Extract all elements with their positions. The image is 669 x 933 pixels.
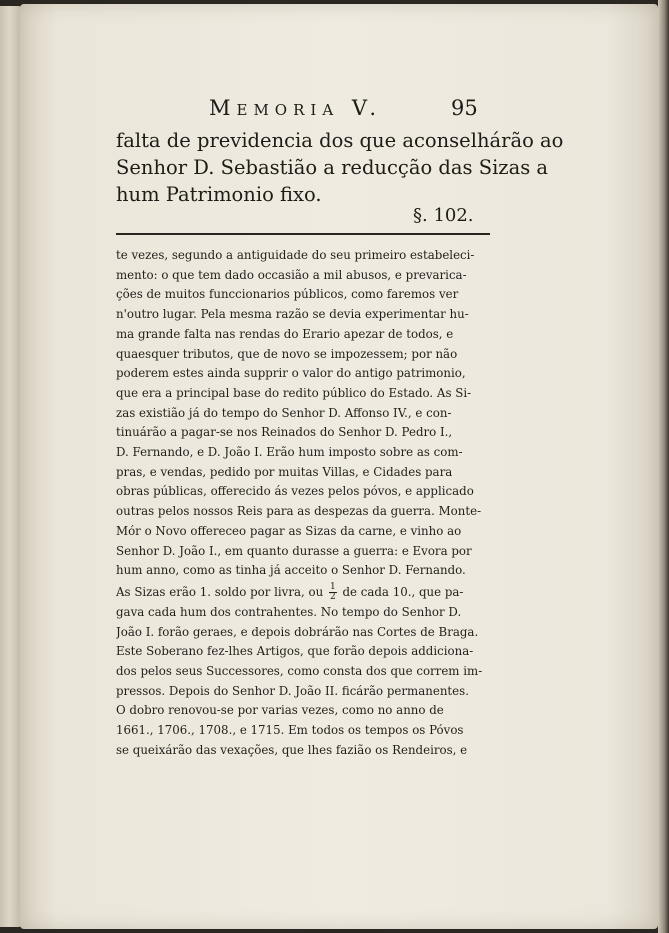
text-line: tinuárão a pagar-se nos Reinados do Senhor D. Pedro I., [116, 425, 453, 440]
page-number: 95 [451, 96, 478, 120]
fraction-line-before: As Sizas erão 1. soldo por livra, ou [116, 584, 324, 599]
lead-paragraph [116, 127, 564, 208]
text-line: se queixárão das vexações, que lhes fazião os Rendeiros, e [116, 742, 468, 757]
text-line: O dobro renovou-se por varias vezes, como no anno de [116, 703, 444, 718]
page-right-edge [658, 0, 669, 933]
footnote-rule [116, 233, 490, 235]
page-header [209, 96, 489, 126]
lead-line: Senhor D. Sebastião a reducção das Sizas a [116, 156, 549, 179]
text-line: poderem estes ainda supprir o valor do antigo patrimonio, [116, 366, 466, 381]
fraction-denominator: 2 [329, 592, 336, 603]
text-line: te vezes, segundo a antiguidade do seu primeiro estabeleci- [116, 248, 475, 262]
text-line: D. Fernando, e D. João I. Erão hum imposto sobre as com- [116, 445, 463, 460]
footnote-text [116, 246, 490, 761]
text-line: João I. forão geraes, e depois dobrárão nas Cortes de Braga. [116, 624, 479, 639]
text-line: pressos. Depois do Senhor D. João II. ficárão permanentes. [116, 683, 469, 698]
text-line: mento: o que tem dado occasião a mil abusos, e prevarica- [116, 267, 467, 282]
fraction-numerator: 1 [329, 582, 336, 593]
text-line: hum anno, como as tinha já acceito o Senhor D. Fernando. [116, 563, 466, 578]
text-line: ma grande falta nas rendas do Erario apezar de todos, e [116, 326, 454, 341]
running-title: Memoria V. [209, 96, 383, 120]
text-line: ções de muitos funccionarios públicos, como faremos ver [116, 287, 459, 302]
text-line: outras pelos nossos Reis para as despezas da guerra. Monte- [116, 504, 482, 519]
text-line: dos pelos seus Successores, como consta dos que correm im- [116, 664, 483, 679]
text-line: gava cada hum dos contrahentes. No tempo do Senhor D. [116, 604, 462, 619]
text-line: quaesquer tributos, que de novo se impozessem; por não [116, 346, 458, 361]
text-line: que era a principal base do redito público do Estado. As Si- [116, 385, 472, 400]
text-line: Este Soberano fez-lhes Artigos, que forão depois addiciona- [116, 644, 474, 659]
text-line: obras públicas, offerecido ás vezes pelos póvos, e applicado [116, 484, 474, 499]
lead-line: falta de previdencia dos que aconselhárão ao [116, 129, 564, 152]
text-line: Mór o Novo offereceo pagar as Sizas da carne, e vinho ao [116, 523, 462, 538]
fraction-text-line [116, 581, 490, 603]
section-number: §. 102. [413, 205, 474, 226]
text-line: pras, e vendas, pedido por muitas Villas, e Cidades para [116, 464, 453, 479]
text-line: zas existião já do tempo do Senhor D. Affonso IV., e con- [116, 405, 452, 420]
fraction-line-after: de cada 10., que pa- [342, 584, 464, 599]
lead-line: hum Patrimonio fixo. [116, 183, 322, 206]
text-line: n'outro lugar. Pela mesma razão se devia experimentar hu- [116, 307, 469, 322]
text-line: Senhor D. João I., em quanto durasse a guerra: e Evora por [116, 543, 472, 558]
text-line: 1661., 1706., 1708., e 1715. Em todos os tempos os Póvos [116, 723, 464, 738]
one-half-fraction [329, 583, 337, 602]
